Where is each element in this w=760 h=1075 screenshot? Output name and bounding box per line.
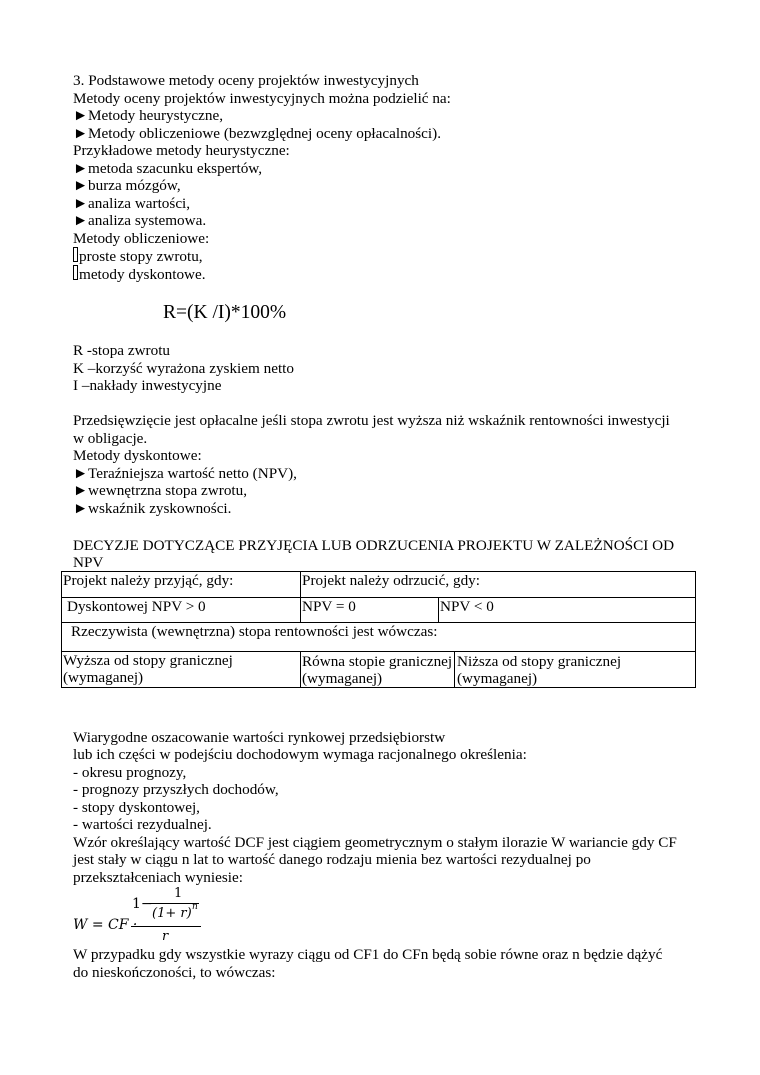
irr-equal-cell	[301, 652, 455, 687]
irr-lower-cell	[455, 652, 695, 687]
table-row	[62, 652, 696, 688]
heuristic-item: ►metoda szacunku ekspertów,	[73, 160, 263, 177]
valuation-list-item: - prognozy przyszłych dochodów,	[73, 781, 279, 798]
cell-line: (wymaganej)	[302, 670, 383, 687]
cell-line: Równa stopie granicznej	[302, 653, 453, 670]
heuristic-intro: Przykładowe metody heurystyczne:	[73, 142, 290, 159]
dcf-one: 1	[174, 886, 183, 901]
accept-header-cell: Projekt należy przyjąć, gdy:	[62, 572, 301, 598]
profitability-text: w obligacje.	[73, 430, 148, 447]
method-group-item: ►Metody heurystyczne,	[73, 107, 223, 124]
irr-split	[301, 652, 695, 687]
cell-line: (wymaganej)	[457, 670, 538, 687]
discount-intro: Metody dyskontowe:	[73, 447, 202, 464]
npv-decision-table	[61, 571, 696, 688]
discount-item: ►Teraźniejsza wartość netto (NPV),	[73, 465, 297, 482]
legend-item: I –nakłady inwestycyjne	[73, 377, 222, 394]
npv-zero-cell: NPV = 0	[301, 598, 439, 623]
discount-item: ►wskaźnik zyskowności.	[73, 500, 232, 517]
decision-title: DECYZJE DOTYCZĄCE PRZYJĘCIA LUB ODRZUCENIA PROJEKTU W ZALEŻNOŚCI OD	[73, 537, 675, 554]
valuation-text: Wzór określający wartość DCF jest ciągiem geometrycznym o stałym ilorazie W wariancie gdy CF	[73, 834, 677, 851]
irr-row-cell: Rzeczywista (wewnętrzna) stopa rentowności jest wówczas:	[62, 623, 696, 652]
valuation-text: lub ich części w podejściu dochodowym wymaga racjonalnego określenia:	[73, 746, 527, 763]
heuristic-item: ►burza mózgów,	[73, 177, 181, 194]
heuristic-item: ►analiza systemowa.	[73, 212, 207, 229]
return-rate-formula: R=(K /I)*100%	[163, 302, 287, 323]
heuristic-item: ►analiza wartości,	[73, 195, 191, 212]
table-row	[62, 623, 696, 652]
computational-item-text: metody dyskontowe.	[79, 266, 206, 283]
cell-line: Wyższa od stopy granicznej	[63, 652, 233, 669]
computational-intro: Metody obliczeniowe:	[73, 230, 210, 247]
dcf-r: r	[162, 929, 169, 944]
discount-item: ►wewnętrzna stopa zwrotu,	[73, 482, 248, 499]
reject-header-cell: Projekt należy odrzucić, gdy:	[301, 572, 696, 598]
valuation-text: przekształceniach wyniesie:	[73, 869, 243, 886]
table-row	[62, 598, 696, 623]
npv-positive-cell: Dyskontowej NPV > 0	[62, 598, 301, 623]
dcf-minus: 1−	[132, 896, 153, 912]
computational-item-text: proste stopy zwrotu,	[79, 248, 203, 265]
decision-title: NPV	[73, 554, 104, 571]
section-heading: 3. Podstawowe metody oceny projektów inwestycyjnych	[73, 72, 419, 89]
irr-split-cell	[301, 652, 696, 688]
dcf-lhs: W = CF ·	[73, 917, 138, 933]
computational-item	[73, 265, 206, 284]
irr-higher-cell	[62, 652, 301, 688]
dcf-denominator: (1+ r)	[152, 906, 192, 921]
valuation-text: Wiarygodne oszacowanie wartości rynkowej przedsiębiorstw	[73, 729, 446, 746]
dcf-outer-fraction-bar	[131, 926, 201, 927]
cell-line: Niższa od stopy granicznej	[457, 653, 622, 670]
computational-item	[73, 247, 203, 266]
valuation-list-item: - stopy dyskontowej,	[73, 799, 200, 816]
dcf-formula	[73, 884, 223, 946]
intro-text: Metody oceny projektów inwestycyjnych można podzielić na:	[73, 90, 451, 107]
valuation-text: jest stały w ciągu n lat to wartość danego rodzaju mienia bez wartości rezydualnej po	[73, 851, 591, 868]
closing-text: do nieskończoności, to wówczas:	[73, 964, 276, 981]
closing-text: W przypadku gdy wszystkie wyrazy ciągu od CF1 do CFn będą sobie równe oraz n będzie dążyć	[73, 946, 663, 963]
table-row	[62, 572, 696, 598]
legend-item: K –korzyść wyrażona zyskiem netto	[73, 360, 294, 377]
missing-glyph-icon	[73, 247, 78, 262]
dcf-exponent: n	[192, 902, 198, 912]
legend-item: R -stopa zwrotu	[73, 342, 171, 359]
cell-line: (wymaganej)	[63, 669, 144, 686]
valuation-list-item: - okresu prognozy,	[73, 764, 187, 781]
method-group-item: ►Metody obliczeniowe (bezwzględnej oceny opłacalności).	[73, 125, 442, 142]
valuation-list-item: - wartości rezydualnej.	[73, 816, 212, 833]
profitability-text: Przedsięwzięcie jest opłacalne jeśli stopa zwrotu jest wyższa niż wskaźnik rentowności inwestycji	[73, 412, 670, 429]
missing-glyph-icon	[73, 265, 78, 280]
npv-negative-cell: NPV < 0	[439, 598, 696, 623]
